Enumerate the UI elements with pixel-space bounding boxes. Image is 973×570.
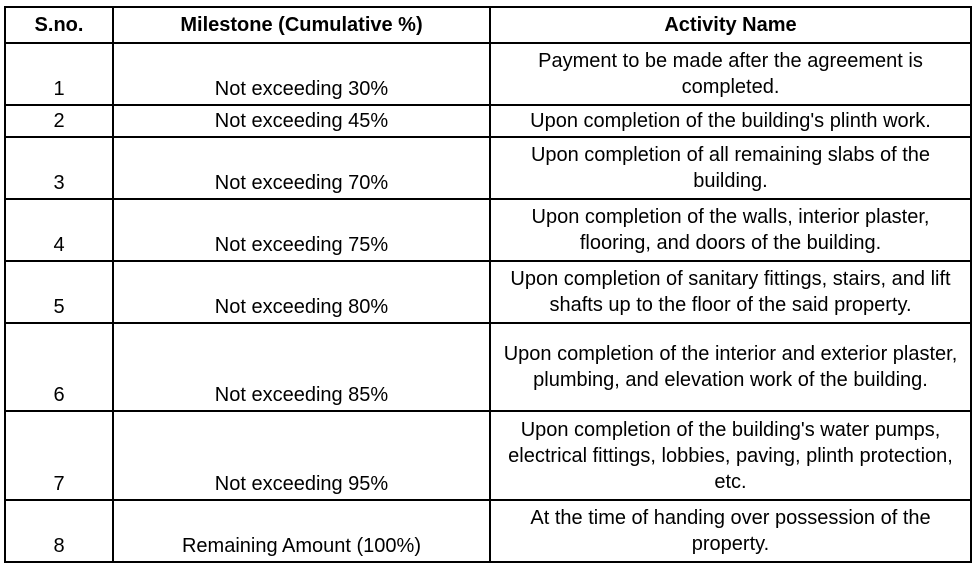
- table-row: [5, 261, 971, 323]
- cell-activity: Upon completion of the building's water pumps, electrical fittings, lobbies, paving, plinth protection, etc.: [490, 411, 971, 500]
- cell-milestone: Remaining Amount (100%): [113, 500, 490, 562]
- cell-sno: 7: [5, 411, 113, 500]
- payment-schedule-table: [4, 6, 972, 563]
- table-header-row: [5, 7, 971, 43]
- cell-milestone: Not exceeding 75%: [113, 199, 490, 261]
- cell-sno: 8: [5, 500, 113, 562]
- cell-sno: 3: [5, 137, 113, 199]
- cell-milestone: Not exceeding 80%: [113, 261, 490, 323]
- header-activity: Activity Name: [490, 7, 971, 43]
- cell-sno: 4: [5, 199, 113, 261]
- table-row: [5, 43, 971, 105]
- header-milestone: Milestone (Cumulative %): [113, 7, 490, 43]
- cell-sno: 6: [5, 323, 113, 411]
- cell-activity: Payment to be made after the agreement is completed.: [490, 43, 971, 105]
- cell-sno: 5: [5, 261, 113, 323]
- cell-milestone: Not exceeding 95%: [113, 411, 490, 500]
- table-row: [5, 411, 971, 500]
- cell-milestone: Not exceeding 45%: [113, 105, 490, 137]
- cell-activity: Upon completion of the walls, interior plaster, flooring, and doors of the building.: [490, 199, 971, 261]
- cell-sno: 2: [5, 105, 113, 137]
- table-row: [5, 105, 971, 137]
- table-row: [5, 199, 971, 261]
- table-row: [5, 323, 971, 411]
- cell-activity: Upon completion of sanitary fittings, stairs, and lift shafts up to the floor of the said property.: [490, 261, 971, 323]
- cell-activity: At the time of handing over possession of the property.: [490, 500, 971, 562]
- cell-activity: Upon completion of the interior and exterior plaster, plumbing, and elevation work of the building.: [490, 323, 971, 411]
- cell-milestone: Not exceeding 30%: [113, 43, 490, 105]
- table-row: [5, 500, 971, 562]
- cell-activity: Upon completion of all remaining slabs of the building.: [490, 137, 971, 199]
- cell-sno: 1: [5, 43, 113, 105]
- cell-activity: Upon completion of the building's plinth work.: [490, 105, 971, 137]
- cell-milestone: Not exceeding 85%: [113, 323, 490, 411]
- table-row: [5, 137, 971, 199]
- header-sno: S.no.: [5, 7, 113, 43]
- cell-milestone: Not exceeding 70%: [113, 137, 490, 199]
